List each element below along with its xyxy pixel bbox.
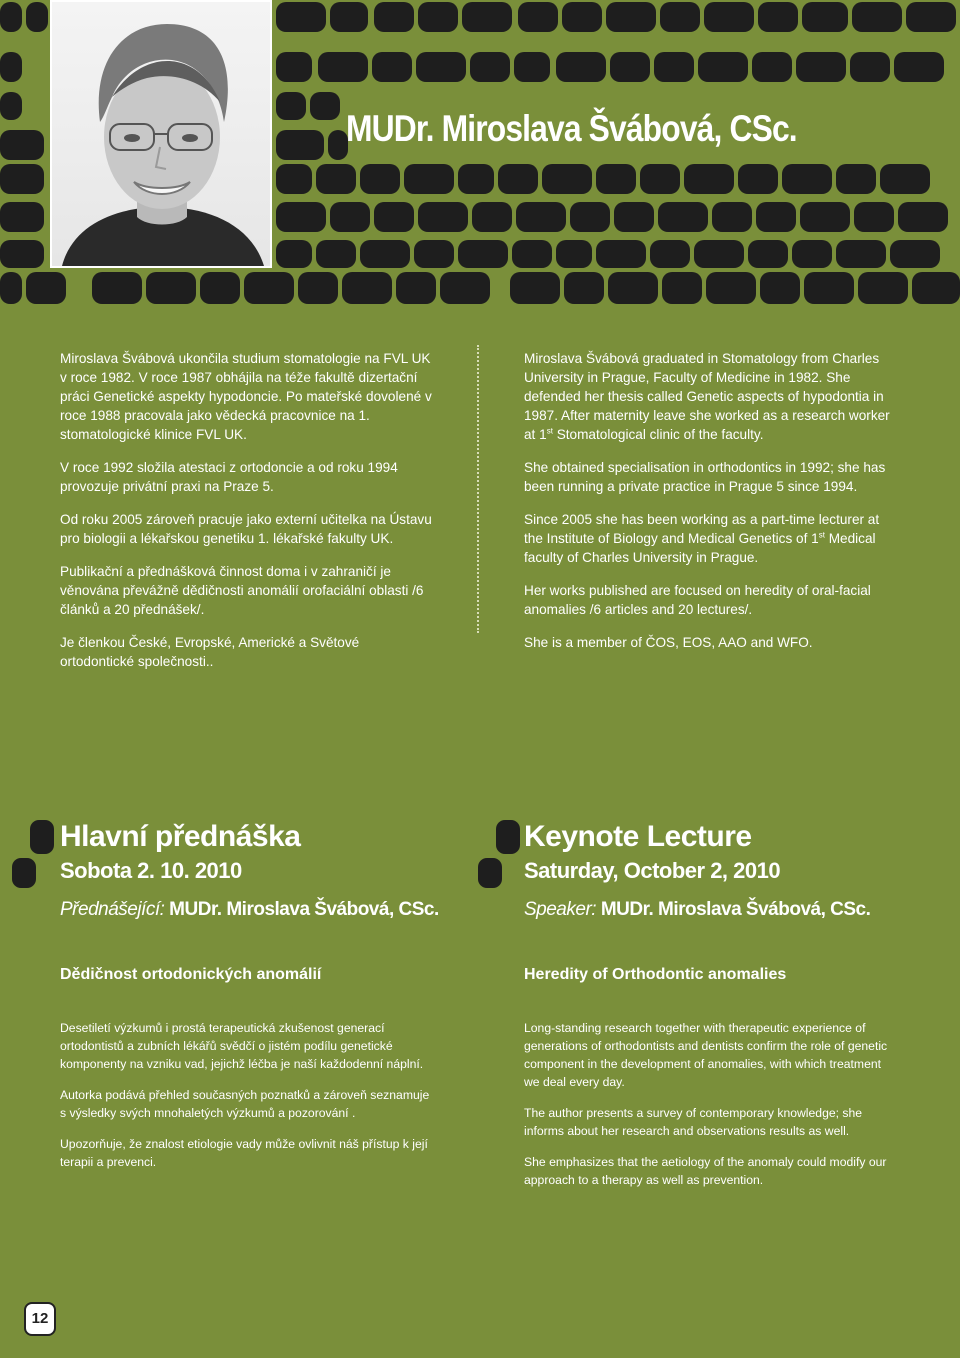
abstract-paragraph: The author presents a survey of contemporary knowledge; she informs about her research and observations results as well. <box>524 1106 863 1138</box>
pattern-tile <box>0 202 44 232</box>
lecture-topic: Heredity of Orthodontic anomalies <box>524 966 787 983</box>
column-divider <box>477 345 479 633</box>
bio-english <box>524 349 900 666</box>
pattern-tile <box>564 272 604 304</box>
pattern-tile <box>298 272 338 304</box>
pattern-tile <box>342 272 392 304</box>
pattern-tile <box>898 202 948 232</box>
pattern-tile <box>556 240 592 268</box>
bio-english-paragraph <box>524 510 900 567</box>
pattern-tile <box>418 2 458 32</box>
pattern-tile <box>458 240 508 268</box>
pattern-tile <box>858 272 908 304</box>
abstract-paragraph: She emphasizes that the aetiology of the anomaly could modify our approach to a therapy as well as prevention. <box>524 1155 887 1187</box>
pattern-tile <box>404 164 454 194</box>
pattern-tile <box>360 164 400 194</box>
pattern-tile <box>698 52 748 82</box>
pattern-tile <box>512 240 552 268</box>
pattern-tile <box>556 52 606 82</box>
lecture-date: Saturday, October 2, 2010 <box>524 858 781 883</box>
pattern-tile <box>640 164 680 194</box>
pattern-tile <box>894 52 944 82</box>
pattern-tile <box>416 52 466 82</box>
speaker-label: Přednášející: <box>60 899 165 920</box>
pattern-tile <box>276 164 312 194</box>
pattern-tile <box>748 240 788 268</box>
bio-text: Medical faculty of Charles University in Prague. <box>524 531 876 565</box>
bio-czech-paragraph: V roce 1992 složila atestaci z ortodoncie a od roku 1994 provozuje privátní praxi na Praze 5. <box>60 460 398 494</box>
pattern-tile <box>836 164 876 194</box>
heading-bullet-icon <box>496 820 520 854</box>
pattern-tile <box>704 2 754 32</box>
pattern-tile <box>418 202 468 232</box>
pattern-tile <box>514 52 550 82</box>
ordinal-suffix: st <box>546 426 553 436</box>
pattern-tile <box>782 164 832 194</box>
pattern-tile <box>498 164 538 194</box>
pattern-tile <box>26 272 66 304</box>
abstract-czech <box>60 1019 432 1184</box>
pattern-tile <box>276 130 324 160</box>
bio-text: Miroslava Švábová graduated in Stomatology from Charles University in Prague, Faculty of Medicine in 1982. She defended her thesis called Genetic aspects of hypodontia in 1987. After maternity leave she worked as a research worker at 1 <box>524 351 890 442</box>
pattern-tile <box>330 202 370 232</box>
page-number: 12 <box>24 1302 56 1336</box>
pattern-tile <box>760 272 800 304</box>
pattern-tile <box>276 2 326 32</box>
lecture-english <box>524 820 870 922</box>
speaker-label: Speaker: <box>524 899 597 920</box>
pattern-tile <box>244 272 294 304</box>
heading-bullet-icon <box>12 858 36 888</box>
pattern-tile <box>802 2 848 32</box>
pattern-tile <box>458 164 494 194</box>
bio-text: Stomatological clinic of the faculty. <box>552 427 764 442</box>
pattern-tile <box>804 272 854 304</box>
pattern-tile <box>542 164 592 194</box>
pattern-tile <box>658 202 708 232</box>
pattern-tile <box>596 240 646 268</box>
pattern-tile <box>614 202 654 232</box>
pattern-tile <box>606 2 656 32</box>
heading-bullet-icon <box>30 820 54 854</box>
pattern-tile <box>316 240 356 268</box>
speaker-name: MUDr. Miroslava Švábová, CSc. <box>164 899 439 920</box>
pattern-tile <box>596 164 636 194</box>
pattern-tile <box>276 240 312 268</box>
ordinal-suffix: st <box>818 530 825 540</box>
abstract-english <box>524 1019 896 1202</box>
pattern-tile <box>276 202 326 232</box>
bio-czech-paragraph: Miroslava Švábová ukončila studium stomatologie na FVL UK v roce 1982. V roce 1987 obhájila na téže fakultě dizertační práci Genetické aspekty hypodoncie. Po mateřské dovolené v roce 1988 pracovala jako vědecká pracovnice na 1. stomatologické klinice FVL UK. <box>60 351 432 442</box>
lecture-speaker <box>60 898 439 922</box>
portrait-photo <box>50 0 272 268</box>
page-title: MUDr. Miroslava Švábová, CSc. <box>346 108 797 149</box>
pattern-tile <box>852 2 902 32</box>
pattern-tile <box>0 130 44 160</box>
pattern-tile <box>850 52 890 82</box>
pattern-tile <box>712 202 752 232</box>
lecture-heading: Hlavní přednáška <box>60 820 301 853</box>
pattern-tile <box>570 202 610 232</box>
pattern-tile <box>0 240 44 268</box>
pattern-tile <box>608 272 658 304</box>
pattern-tile <box>0 52 22 82</box>
pattern-tile <box>906 2 956 32</box>
pattern-tile <box>836 240 886 268</box>
pattern-tile <box>654 52 694 82</box>
pattern-tile <box>328 130 348 160</box>
pattern-tile <box>396 272 436 304</box>
pattern-tile <box>890 240 940 268</box>
abstract-paragraph: Autorka podává přehled současných poznatků a zároveň seznamuje s výsledky svých mnohaletých výzkumů a pozorování . <box>60 1088 430 1120</box>
lecture-topic: Dědičnost ortodonických anomálií <box>60 966 322 983</box>
pattern-tile <box>0 272 22 304</box>
pattern-tile <box>518 2 558 32</box>
lecture-czech <box>60 820 439 922</box>
bio-english-paragraph: She obtained specialisation in orthodontics in 1992; she has been running a private practice in Prague 5 since 1994. <box>524 460 886 494</box>
bio-czech-paragraph: Od roku 2005 zároveň pracuje jako externí učitelka na Ústavu pro biologii a lékařskou genetiku 1. lékařské fakulty UK. <box>60 512 432 546</box>
pattern-tile <box>360 240 410 268</box>
pattern-tile <box>738 164 778 194</box>
pattern-tile <box>92 272 142 304</box>
lecture-speaker <box>524 898 870 922</box>
pattern-tile <box>854 202 894 232</box>
abstract-paragraph: Long-standing research together with therapeutic experience of generations of orthodontists and dentists confirm the role of genetic component in the development of anomalies, with which treatment we deal every day. <box>524 1021 888 1089</box>
heading-bullet-icon <box>478 858 502 888</box>
pattern-tile <box>440 272 490 304</box>
pattern-tile <box>912 272 960 304</box>
pattern-tile <box>662 272 702 304</box>
pattern-tile <box>0 164 44 194</box>
pattern-tile <box>610 52 650 82</box>
pattern-tile <box>374 2 414 32</box>
pattern-tile <box>372 52 412 82</box>
bio-czech <box>60 349 436 685</box>
abstract-paragraph: Desetiletí výzkumů i prostá terapeutická zkušenost generací ortodontistů a zubních lékářů svědčí o jistém podílu genetické komponenty na vzniku vad, jejichž léčba je naší každodenní náplní. <box>60 1021 424 1071</box>
pattern-tile <box>276 92 306 120</box>
bio-text: Since 2005 she has been working as a part-time lecturer at the Institute of Biology and Medical Genetics of 1 <box>524 512 880 546</box>
pattern-tile <box>694 240 744 268</box>
pattern-tile <box>800 202 850 232</box>
pattern-tile <box>758 2 798 32</box>
bio-english-paragraph: Her works published are focused on heredity of oral-facial anomalies /6 articles and 20 lectures/. <box>524 583 871 617</box>
pattern-tile <box>472 202 512 232</box>
bio-czech-paragraph: Publikační a přednášková činnost doma i v zahraničí je věnována převážně dědičnosti anomálií orofaciální oblasti /6 článků a 20 přednášek/. <box>60 564 424 617</box>
pattern-tile <box>752 52 792 82</box>
pattern-tile <box>330 2 368 32</box>
abstract-paragraph: Upozorňuje, že znalost etiologie vady může ovlivnit náš přístup k její terapii a prevenci. <box>60 1137 428 1169</box>
pattern-tile <box>792 240 832 268</box>
bio-czech-paragraph: Je členkou České, Evropské, Americké a Světové ortodontické společnosti.. <box>60 635 360 669</box>
lecture-heading: Keynote Lecture <box>524 820 752 853</box>
pattern-tile <box>310 92 340 120</box>
pattern-tile <box>146 272 196 304</box>
pattern-tile <box>0 92 22 120</box>
pattern-tile <box>660 2 700 32</box>
pattern-tile <box>26 2 48 32</box>
pattern-tile <box>650 240 690 268</box>
pattern-tile <box>470 52 510 82</box>
pattern-tile <box>462 2 512 32</box>
lecture-date: Sobota 2. 10. 2010 <box>60 858 242 883</box>
pattern-tile <box>374 202 414 232</box>
pattern-tile <box>200 272 240 304</box>
bio-english-paragraph <box>524 349 900 444</box>
pattern-tile <box>0 2 22 32</box>
pattern-tile <box>562 2 602 32</box>
pattern-tile <box>706 272 756 304</box>
pattern-tile <box>414 240 454 268</box>
bio-english-paragraph: She is a member of ČOS, EOS, AAO and WFO. <box>524 635 813 650</box>
speaker-name: MUDr. Miroslava Švábová, CSc. <box>596 899 871 920</box>
pattern-tile <box>510 272 560 304</box>
pattern-tile <box>316 164 356 194</box>
pattern-tile <box>756 202 796 232</box>
pattern-tile <box>880 164 930 194</box>
pattern-tile <box>796 52 846 82</box>
pattern-tile <box>276 52 312 82</box>
pattern-tile <box>684 164 734 194</box>
pattern-tile <box>516 202 566 232</box>
pattern-tile <box>318 52 368 82</box>
